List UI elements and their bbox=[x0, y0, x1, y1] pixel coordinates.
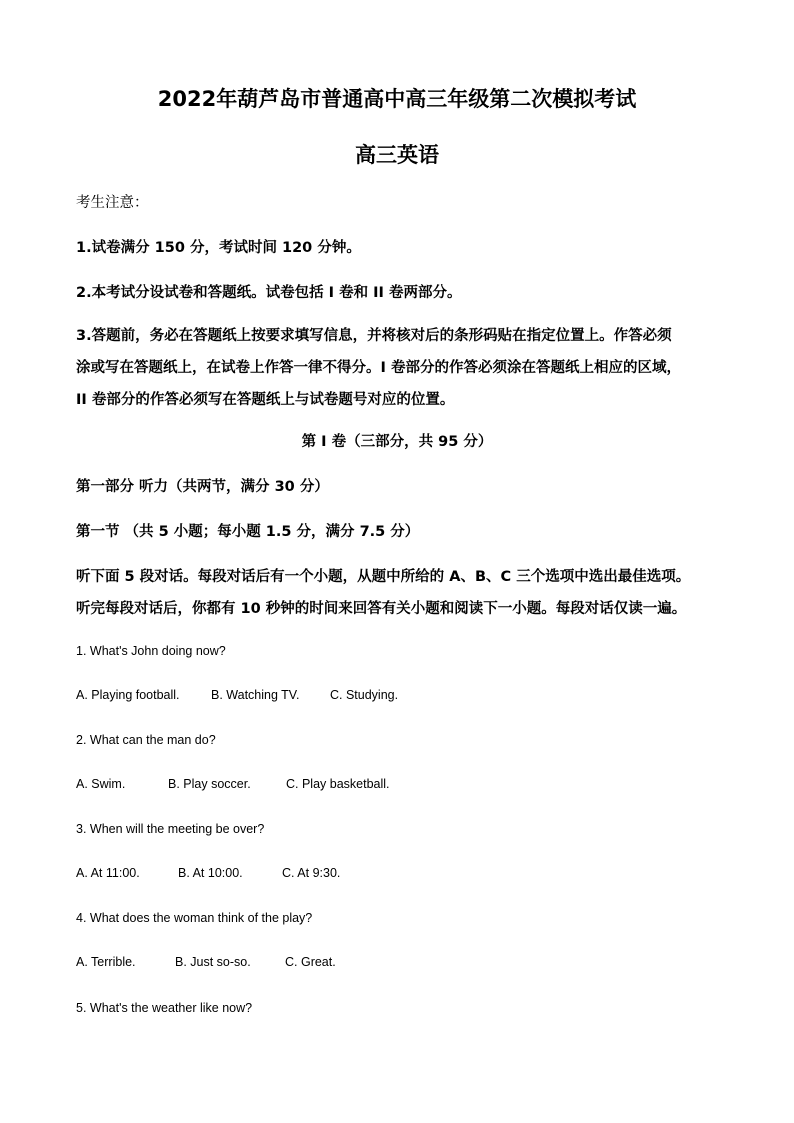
question-1-option-b: B. Watching TV. bbox=[211, 688, 300, 702]
section-1-instruction-line-1: 听下面 5 段对话。每段对话后有一个小题，从题中所给的 A、B、C 三个选项中选出最佳选项。 bbox=[76, 569, 691, 585]
part-1-heading: 第一部分 听力（共两节，满分 30 分） bbox=[76, 479, 329, 495]
exam-title: 2022年葫芦岛市普通高中高三年级第二次模拟考试 bbox=[157, 87, 637, 111]
question-4-stem: 4. What does the woman think of the play? bbox=[76, 911, 313, 925]
section-1-instruction-line-2: 听完每段对话后，你都有 10 秒钟的时间来回答有关小题和阅读下一小题。每段对话仅读一遍。 bbox=[76, 601, 687, 617]
question-2-option-a: A. Swim. bbox=[76, 777, 126, 791]
question-5-stem: 5. What's the weather like now? bbox=[76, 1001, 253, 1015]
volume-heading: 第 I 卷（三部分，共 95 分） bbox=[301, 434, 493, 450]
question-2-option-c: C. Play basketball. bbox=[286, 777, 390, 791]
question-4-option-b: B. Just so-so. bbox=[175, 955, 251, 969]
notice-item-2: 2.本考试分设试卷和答题纸。试卷包括 I 卷和 II 卷两部分。 bbox=[76, 285, 462, 301]
question-1-option-a: A. Playing football. bbox=[76, 688, 180, 702]
question-3-option-b: B. At 10:00. bbox=[178, 866, 243, 880]
exam-subtitle: 高三英语 bbox=[355, 143, 439, 167]
question-1-option-c: C. Studying. bbox=[330, 688, 399, 702]
question-3-stem: 3. When will the meeting be over? bbox=[76, 822, 265, 836]
question-3-option-c: C. At 9:30. bbox=[282, 866, 341, 880]
notice-item-3-line-2: 涂或写在答题纸上，在试卷上作答一律不得分。I 卷部分的作答必须涂在答题纸上相应的区域， bbox=[76, 360, 681, 376]
question-3-option-a: A. At 11:00. bbox=[76, 866, 140, 880]
question-2-option-b: B. Play soccer. bbox=[168, 777, 251, 791]
question-2-stem: 2. What can the man do? bbox=[76, 733, 216, 747]
notice-heading: 考生注意： bbox=[76, 195, 149, 211]
question-1-stem: 1. What's John doing now? bbox=[76, 644, 226, 658]
notice-item-3-line-1: 3.答题前，务必在答题纸上按要求填写信息，并将核对后的条形码贴在指定位置上。作答必须 bbox=[76, 328, 672, 344]
question-4-option-a: A. Terrible. bbox=[76, 955, 136, 969]
notice-item-1: 1.试卷满分 150 分，考试时间 120 分钟。 bbox=[76, 240, 361, 256]
notice-item-3-line-3: II 卷部分的作答必须写在答题纸上与试卷题号对应的位置。 bbox=[76, 392, 455, 408]
section-1-heading: 第一节 （共 5 小题；每小题 1.5 分，满分 7.5 分） bbox=[76, 524, 420, 540]
question-4-option-c: C. Great. bbox=[285, 955, 336, 969]
